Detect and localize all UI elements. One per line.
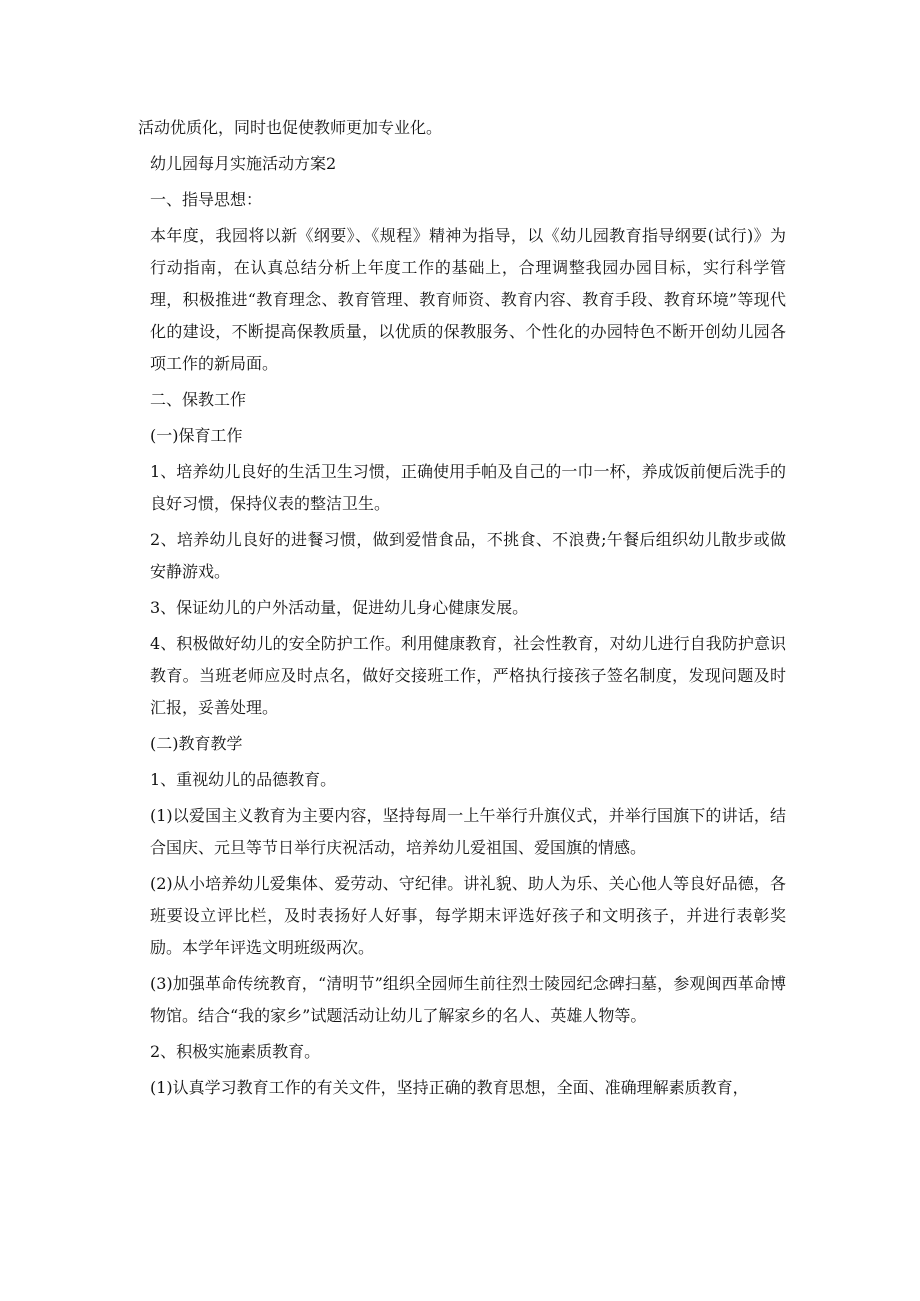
heading-guiding-ideology: 一、指导思想： <box>150 190 263 209</box>
paragraph-care-item-3: 3、保证幼儿的户外活动量，促进幼儿身心健康发展。 <box>150 598 529 617</box>
heading-care-education: 二、保教工作 <box>150 390 247 409</box>
paragraph-teaching-item-1: 1、重视幼儿的品德教育。 <box>150 770 337 789</box>
paragraph-teaching-sub-1: (1)以爱国主义教育为主要内容，坚持每周一上午举行升旗仪式，并举行国旗下的讲话，结合国庆、元旦等节日举行庆祝活动，培养幼儿爱祖国、爱国旗的情感。 <box>150 806 786 857</box>
paragraph-care-item-1: 1、培养幼儿良好的生活卫生习惯，正确使用手帕及自己的一巾一杯，养成饭前便后洗手的良好习惯，保持仪表的整洁卫生。 <box>150 462 786 513</box>
paragraph-care-item-2: 2、培养幼儿良好的进餐习惯，做到爱惜食品，不挑食、不浪费;午餐后组织幼儿散步或做安静游戏。 <box>150 530 786 581</box>
paragraph-continuation: 活动优质化，同时也促使教师更加专业化。 <box>138 118 443 137</box>
paragraph-teaching-sub-3: (3)加强革命传统教育，“清明节”组织全园师生前往烈士陵园纪念碑扫墓，参观闽西革命博物馆。结合“我的家乡”试题活动让幼儿了解家乡的名人、英雄人物等。 <box>150 974 786 1025</box>
paragraph-care-item-4: 4、积极做好幼儿的安全防护工作。利用健康教育，社会性教育，对幼儿进行自我防护意识教育。当班老师应及时点名，做好交接班工作，严格执行接孩子签名制度，发现问题及时汇报，妥善处理。 <box>150 634 786 717</box>
document-body <box>138 112 786 1108</box>
subheading-care-work: (一)保育工作 <box>150 426 243 445</box>
paragraph-ideology: 本年度，我园将以新《纲要》、《规程》精神为指导，以《幼儿园教育指导纲要(试行)》为行动指南，在认真总结分析上年度工作的基础上，合理调整我园办园目标，实行科学管理，积极推进“教育理念、教育管理、教育师资、教育内容、教育手段、教育环境”等现代化的建设，不断提高保教质量，以优质的保教服务、个性化的办园特色不断开创幼儿园各项工作的新局面。 <box>150 226 786 373</box>
paragraph-teaching-sub-2: (2)从小培养幼儿爱集体、爱劳动、守纪律。讲礼貌、助人为乐、关心他人等良好品德，各班要设立评比栏，及时表扬好人好事，每学期末评选好孩子和文明孩子，并进行表彰奖励。本学年评选文明班级两次。 <box>150 874 786 957</box>
section-title: 幼儿园每月实施活动方案2 <box>150 154 337 173</box>
subheading-teaching: (二)教育教学 <box>150 734 243 753</box>
paragraph-quality-sub-1: (1)认真学习教育工作的有关文件，坚持正确的教育思想，全面、准确理解素质教育， <box>150 1078 749 1097</box>
paragraph-teaching-item-2: 2、积极实施素质教育。 <box>150 1042 321 1061</box>
